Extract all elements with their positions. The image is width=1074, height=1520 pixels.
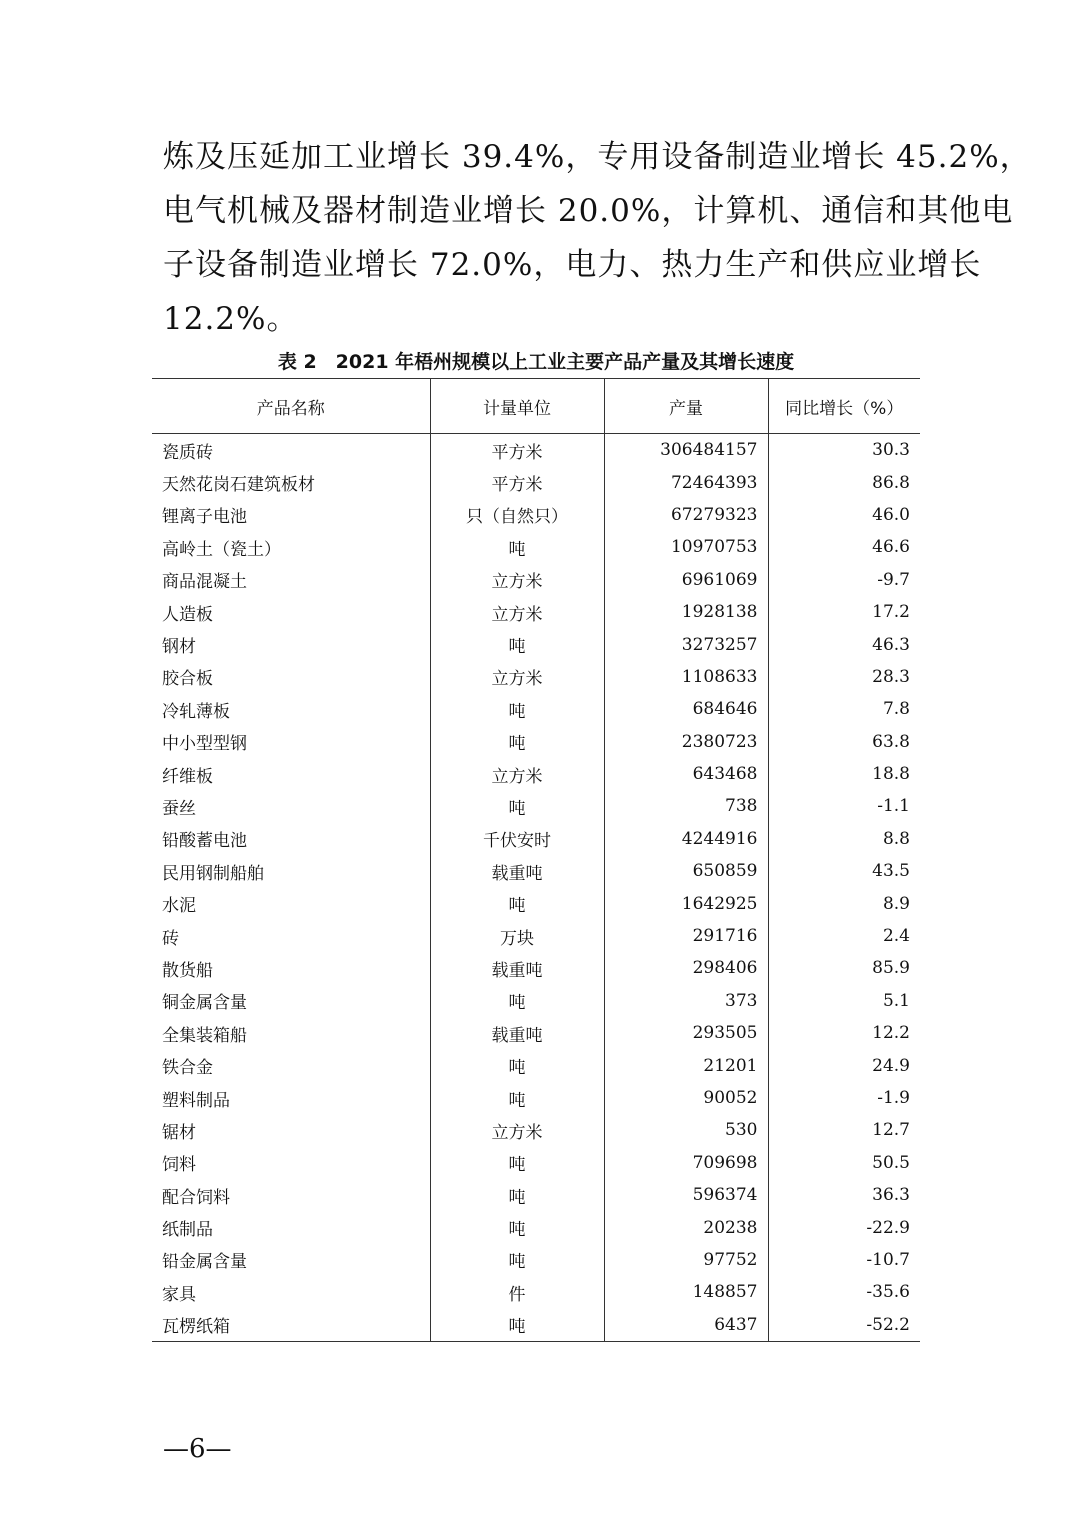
product-name-cell: 中小型型钢	[162, 734, 247, 755]
growth-cell: 30.3	[768, 434, 920, 467]
table-row	[152, 1114, 920, 1146]
growth-cell: 46.0	[768, 499, 920, 531]
growth-cell: -1.1	[768, 790, 920, 822]
product-name-cell: 家具	[162, 1284, 196, 1305]
table-row	[152, 1276, 920, 1308]
table-row	[152, 1017, 920, 1049]
table-row	[152, 661, 920, 693]
product-name-cell: 铁合金	[162, 1058, 213, 1079]
output-cell: 10970753	[604, 531, 768, 563]
unit-cell: 件	[430, 1276, 604, 1308]
unit-cell: 吨	[430, 1049, 604, 1081]
product-output-table	[152, 378, 920, 1342]
table-row	[152, 1049, 920, 1081]
unit-cell: 平方米	[430, 466, 604, 498]
table-caption: 表 2 2021 年梧州规模以上工业主要产品产量及其增长速度	[277, 351, 795, 373]
table-row	[152, 726, 920, 758]
table-row	[152, 693, 920, 725]
paragraph-line: 12.2%。	[163, 301, 299, 337]
table-row	[152, 434, 920, 467]
output-cell: 90052	[604, 1082, 768, 1114]
growth-cell: 5.1	[768, 985, 920, 1017]
table-row	[152, 952, 920, 984]
growth-cell: 12.7	[768, 1114, 920, 1146]
unit-cell: 吨	[430, 726, 604, 758]
output-cell: 306484157	[604, 434, 768, 467]
product-name-cell: 瓦楞纸箱	[152, 1309, 430, 1342]
output-cell: 293505	[604, 1017, 768, 1049]
output-cell: 20238	[604, 1211, 768, 1243]
table-row	[152, 790, 920, 822]
output-cell: 3273257	[604, 628, 768, 660]
growth-cell: 12.2	[768, 1017, 920, 1049]
header-unit: 计量单位	[430, 379, 604, 434]
product-name-cell: 天然花岗石建筑板材	[162, 475, 315, 496]
unit-cell: 吨	[430, 1244, 604, 1276]
product-name-cell: 民用钢制船舶	[162, 863, 264, 884]
product-name-cell: 塑料制品	[162, 1090, 230, 1111]
growth-cell: 7.8	[768, 693, 920, 725]
product-name-cell: 胶合板	[162, 669, 213, 690]
product-name-cell: 钢材	[162, 637, 196, 658]
header-output: 产量	[604, 379, 768, 434]
product-name-cell: 锂离子电池	[162, 507, 247, 528]
body-paragraph	[163, 130, 1032, 346]
unit-cell: 平方米	[430, 434, 604, 467]
output-cell: 530	[604, 1114, 768, 1146]
growth-cell: 63.8	[768, 726, 920, 758]
output-cell: 738	[604, 790, 768, 822]
growth-cell: 28.3	[768, 661, 920, 693]
product-name-cell: 冷轧薄板	[162, 701, 230, 722]
header-growth: 同比增长（%）	[768, 379, 920, 434]
unit-cell: 吨	[430, 1211, 604, 1243]
growth-cell: 8.8	[768, 823, 920, 855]
product-name-cell: 铅酸蓄电池	[162, 831, 247, 852]
growth-cell: -35.6	[768, 1276, 920, 1308]
product-name-cell: 配合饲料	[162, 1187, 230, 1208]
output-cell: 684646	[604, 693, 768, 725]
product-name-cell: 全集装箱船	[162, 1025, 247, 1046]
output-cell: 2380723	[604, 726, 768, 758]
table-row	[152, 1211, 920, 1243]
output-cell: 650859	[604, 855, 768, 887]
product-name-cell: 人造板	[162, 604, 213, 625]
growth-cell: 17.2	[768, 596, 920, 628]
output-cell: 1642925	[604, 887, 768, 919]
unit-cell: 吨	[430, 790, 604, 822]
output-cell: 291716	[604, 920, 768, 952]
product-name-cell: 铅金属含量	[162, 1252, 247, 1273]
growth-cell: 86.8	[768, 466, 920, 498]
table-row	[152, 855, 920, 887]
unit-cell: 只（自然只）	[430, 499, 604, 531]
table-body	[152, 434, 920, 1342]
output-cell: 6437	[604, 1309, 768, 1342]
output-cell: 643468	[604, 758, 768, 790]
output-cell: 1108633	[604, 661, 768, 693]
unit-cell: 吨	[430, 1147, 604, 1179]
table-row	[152, 887, 920, 919]
table-row	[152, 1309, 920, 1342]
growth-cell: 2.4	[768, 920, 920, 952]
unit-cell: 立方米	[430, 661, 604, 693]
unit-cell: 立方米	[430, 1114, 604, 1146]
output-cell: 6961069	[604, 564, 768, 596]
unit-cell: 立方米	[430, 596, 604, 628]
unit-cell: 吨	[430, 887, 604, 919]
growth-cell: -9.7	[768, 564, 920, 596]
product-name-cell: 水泥	[162, 896, 196, 917]
product-name-cell: 高岭土（瓷土）	[162, 539, 281, 560]
product-name-cell: 蚕丝	[162, 798, 196, 819]
table-row	[152, 499, 920, 531]
product-name-cell: 砖	[162, 928, 179, 949]
page-number: —6—	[163, 1434, 232, 1464]
output-cell: 709698	[604, 1147, 768, 1179]
paragraph-line: 电气机械及器材制造业增长 20.0%，计算机、通信和其他电	[163, 193, 1014, 229]
growth-cell: -22.9	[768, 1211, 920, 1243]
growth-cell: 85.9	[768, 952, 920, 984]
unit-cell: 万块	[430, 920, 604, 952]
output-cell: 67279323	[604, 499, 768, 531]
product-name-cell: 瓷质砖	[162, 442, 213, 463]
unit-cell: 立方米	[430, 758, 604, 790]
table-row	[152, 758, 920, 790]
table-row	[152, 920, 920, 952]
table-row	[152, 1244, 920, 1276]
growth-cell: -1.9	[768, 1082, 920, 1114]
output-cell: 373	[604, 985, 768, 1017]
table-row	[152, 1082, 920, 1114]
table-row	[152, 531, 920, 563]
output-cell: 21201	[604, 1049, 768, 1081]
unit-cell: 吨	[430, 1179, 604, 1211]
growth-cell: 24.9	[768, 1049, 920, 1081]
table-row	[152, 628, 920, 660]
growth-cell: 46.6	[768, 531, 920, 563]
output-cell: 97752	[604, 1244, 768, 1276]
unit-cell: 载重吨	[430, 855, 604, 887]
table-row	[152, 823, 920, 855]
product-name-cell: 饲料	[162, 1155, 196, 1176]
table-header-row	[152, 379, 920, 434]
table-row	[152, 564, 920, 596]
product-name-cell: 锯材	[162, 1122, 196, 1143]
growth-cell: -52.2	[768, 1309, 920, 1342]
table-row	[152, 1147, 920, 1179]
output-cell: 298406	[604, 952, 768, 984]
growth-cell: 50.5	[768, 1147, 920, 1179]
paragraph-line: 子设备制造业增长 72.0%，电力、热力生产和供应业增长	[163, 247, 982, 283]
header-product-name: 产品名称	[152, 379, 430, 434]
table-row	[152, 466, 920, 498]
unit-cell: 载重吨	[430, 1017, 604, 1049]
unit-cell: 吨	[430, 628, 604, 660]
table-row	[152, 985, 920, 1017]
output-cell: 148857	[604, 1276, 768, 1308]
output-cell: 1928138	[604, 596, 768, 628]
product-name-cell: 纸制品	[162, 1220, 213, 1241]
unit-cell: 千伏安时	[430, 823, 604, 855]
unit-cell: 立方米	[430, 564, 604, 596]
growth-cell: 46.3	[768, 628, 920, 660]
product-name-cell: 纤维板	[162, 766, 213, 787]
growth-cell: 8.9	[768, 887, 920, 919]
output-cell: 72464393	[604, 466, 768, 498]
output-cell: 596374	[604, 1179, 768, 1211]
product-name-cell: 散货船	[162, 960, 213, 981]
growth-cell: 36.3	[768, 1179, 920, 1211]
unit-cell: 载重吨	[430, 952, 604, 984]
unit-cell: 吨	[430, 985, 604, 1017]
unit-cell: 吨	[430, 1082, 604, 1114]
product-name-cell: 铜金属含量	[162, 993, 247, 1014]
growth-cell: -10.7	[768, 1244, 920, 1276]
product-name-cell: 商品混凝土	[162, 572, 247, 593]
growth-cell: 43.5	[768, 855, 920, 887]
table-row	[152, 1179, 920, 1211]
table-row	[152, 596, 920, 628]
unit-cell: 吨	[430, 1309, 604, 1342]
unit-cell: 吨	[430, 693, 604, 725]
paragraph-line: 炼及压延加工业增长 39.4%，专用设备制造业增长 45.2%，	[163, 139, 1032, 175]
unit-cell: 吨	[430, 531, 604, 563]
output-cell: 4244916	[604, 823, 768, 855]
growth-cell: 18.8	[768, 758, 920, 790]
